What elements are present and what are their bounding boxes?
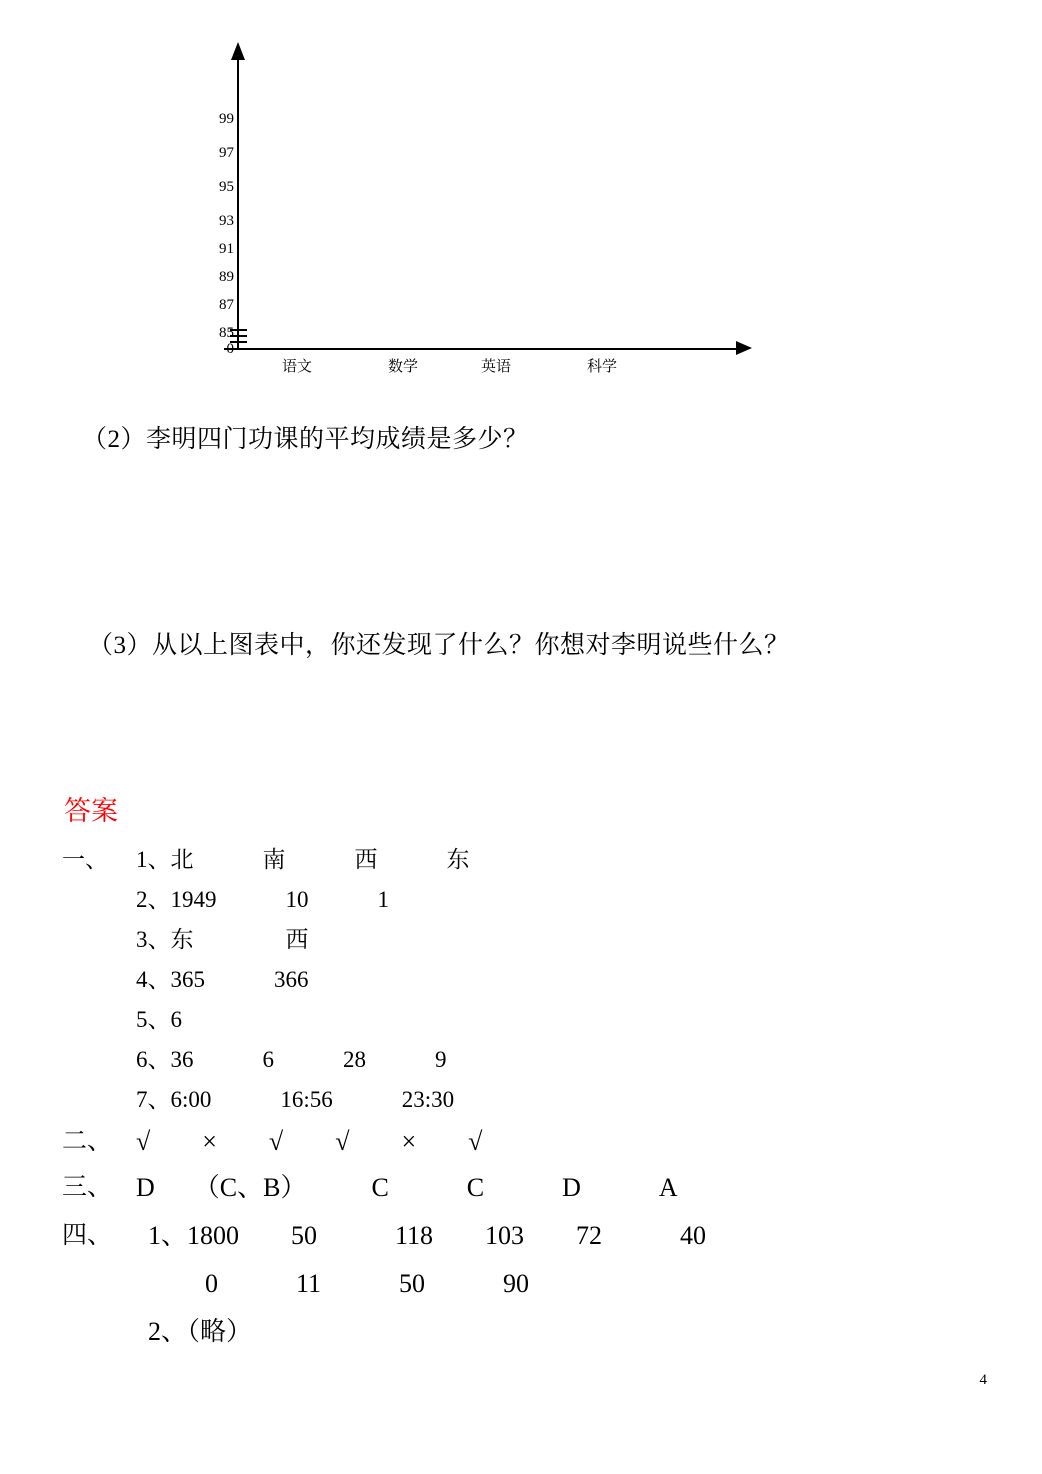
y-tick-label: 97 [219,145,234,161]
answer-section-marker: 三、 [62,1174,113,1201]
answer-row-content: 0 11 50 90 [205,1269,530,1298]
question-3-text: （3）从以上图表中，你还发现了什么？你想对李明说些什么？ [88,632,790,659]
answer-row-content: 5、6 [136,1007,182,1032]
x-tick-label-math: 数学 [388,359,419,375]
answer-row [0,1080,1042,1120]
y-tick-label: 91 [219,241,234,257]
x-axis-arrow-icon [736,341,752,355]
page-number: 4 [979,1372,987,1388]
answer-row [0,1212,1042,1260]
y-tick-label: 93 [219,213,234,229]
x-axis-category-labels [198,358,738,388]
answer-row [0,1260,1042,1308]
answer-row-content: 3、东 西 [136,927,309,952]
question-2-text: （2）李明四门功课的平均成绩是多少？ [82,426,529,453]
answer-row-content: 6、36 6 28 9 [136,1047,447,1072]
answer-row [0,1308,1042,1356]
answer-row-content: 1、1800 50 118 103 72 40 [148,1221,707,1250]
y-tick-label-origin: 0 [226,341,234,357]
answers-section-title: 答案 [64,796,118,826]
x-tick-label-english: 英语 [481,359,512,375]
answer-row [0,920,1042,960]
answer-row [0,1164,1042,1212]
y-axis-tick-labels [198,42,234,362]
answer-row-content: 4、365 366 [136,967,309,992]
x-tick-label-science: 科学 [587,359,618,375]
answer-row-content: 7、6:00 16:56 23:30 [136,1087,455,1112]
answer-row-content: √ × √ √ × √ [136,1127,483,1156]
bar-chart-template [0,0,1042,400]
answer-row [0,1040,1042,1080]
answer-row-content: D （C、B） C C D A [136,1173,678,1202]
answer-row [0,840,1042,880]
answer-row-content: 1、北 南 西 东 [136,847,470,872]
answer-section-marker: 一、 [62,847,108,872]
chart-plot-area [198,42,758,392]
y-tick-label: 87 [219,297,234,313]
answer-row [0,1000,1042,1040]
y-tick-label: 85 [219,325,234,341]
answer-row-content: 2、1949 10 1 [136,887,389,912]
y-tick-label: 89 [219,269,234,285]
answer-row [0,960,1042,1000]
answer-row-content: 2、（略） [148,1317,253,1346]
answer-section-marker: 二、 [62,1128,113,1155]
answer-row [0,1120,1042,1164]
answer-row [0,880,1042,920]
answers-list [0,840,1042,1356]
y-tick-label: 95 [219,179,234,195]
y-tick-label: 99 [219,111,234,127]
x-tick-label-chinese: 语文 [282,359,313,375]
x-axis-line [224,348,739,350]
answer-section-marker: 四、 [62,1222,113,1249]
y-axis-line [237,58,239,350]
